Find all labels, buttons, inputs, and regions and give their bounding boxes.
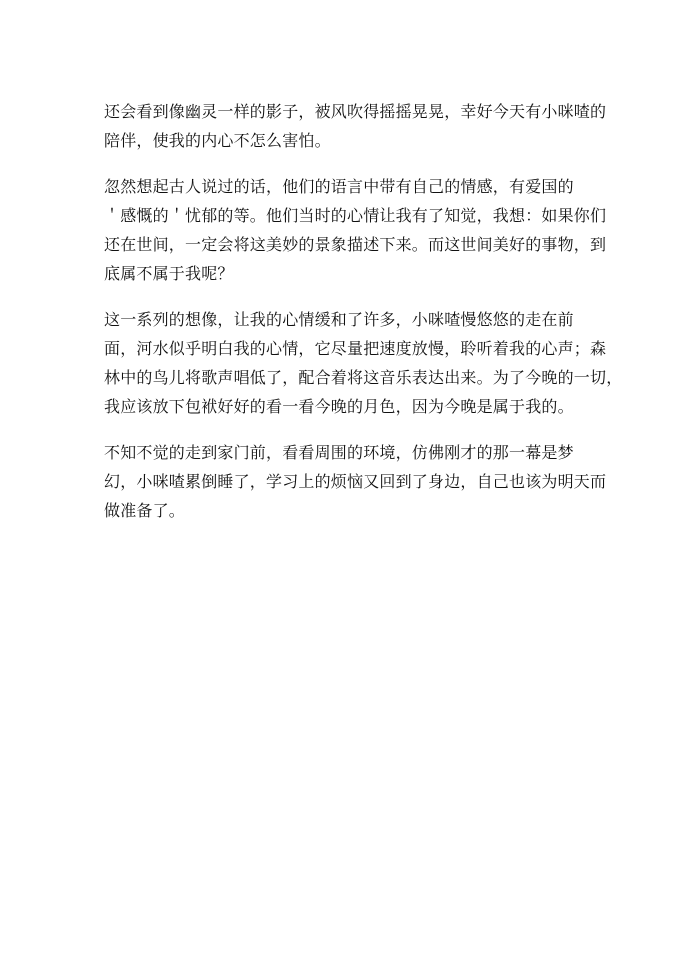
text-line: 幻，小咪喳累倒睡了，学习上的烦恼又回到了身边，自己也该为明天而 xyxy=(104,472,607,491)
paragraph-1 xyxy=(104,97,607,155)
text-line: 忽然想起古人说过的话，他们的语言中带有自己的情感，有爱国的 xyxy=(104,177,574,196)
text-line: 做准备了。 xyxy=(104,501,186,520)
text-line: 还会看到像幽灵一样的影子，被风吹得摇摇晃晃，幸好今天有小咪喳的 xyxy=(104,102,607,121)
text-line: 我应该放下包袱好好的看一看今晚的月色，因为今晚是属于我的。 xyxy=(104,397,574,416)
text-line: ＇感慨的＇忧郁的等。他们当时的心情让我有了知觉，我想：如果你们 xyxy=(104,206,607,225)
text-line: 不知不觉的走到家门前，看看周围的环境，仿佛刚才的那一幕是梦 xyxy=(104,443,574,462)
document-body xyxy=(104,97,623,542)
paragraph-4 xyxy=(104,438,607,525)
paragraph-3 xyxy=(104,305,623,421)
paragraph-2 xyxy=(104,172,607,288)
text-line: 底属不属于我呢？ xyxy=(104,264,234,283)
text-line: 陪伴，使我的内心不怎么害怕。 xyxy=(104,131,331,150)
text-line: 还在世间，一定会将这美妙的景象描述下来。而这世间美好的事物，到 xyxy=(104,235,607,254)
text-line: 这一系列的想像，让我的心情缓和了许多，小咪喳慢悠悠的走在前 xyxy=(104,310,574,329)
text-line: 面，河水似乎明白我的心情，它尽量把速度放慢，聆听着我的心声；森 xyxy=(104,339,607,358)
text-line: 林中的鸟儿将歌声唱低了，配合着将这音乐表达出来。为了今晚的一切， xyxy=(104,368,623,387)
